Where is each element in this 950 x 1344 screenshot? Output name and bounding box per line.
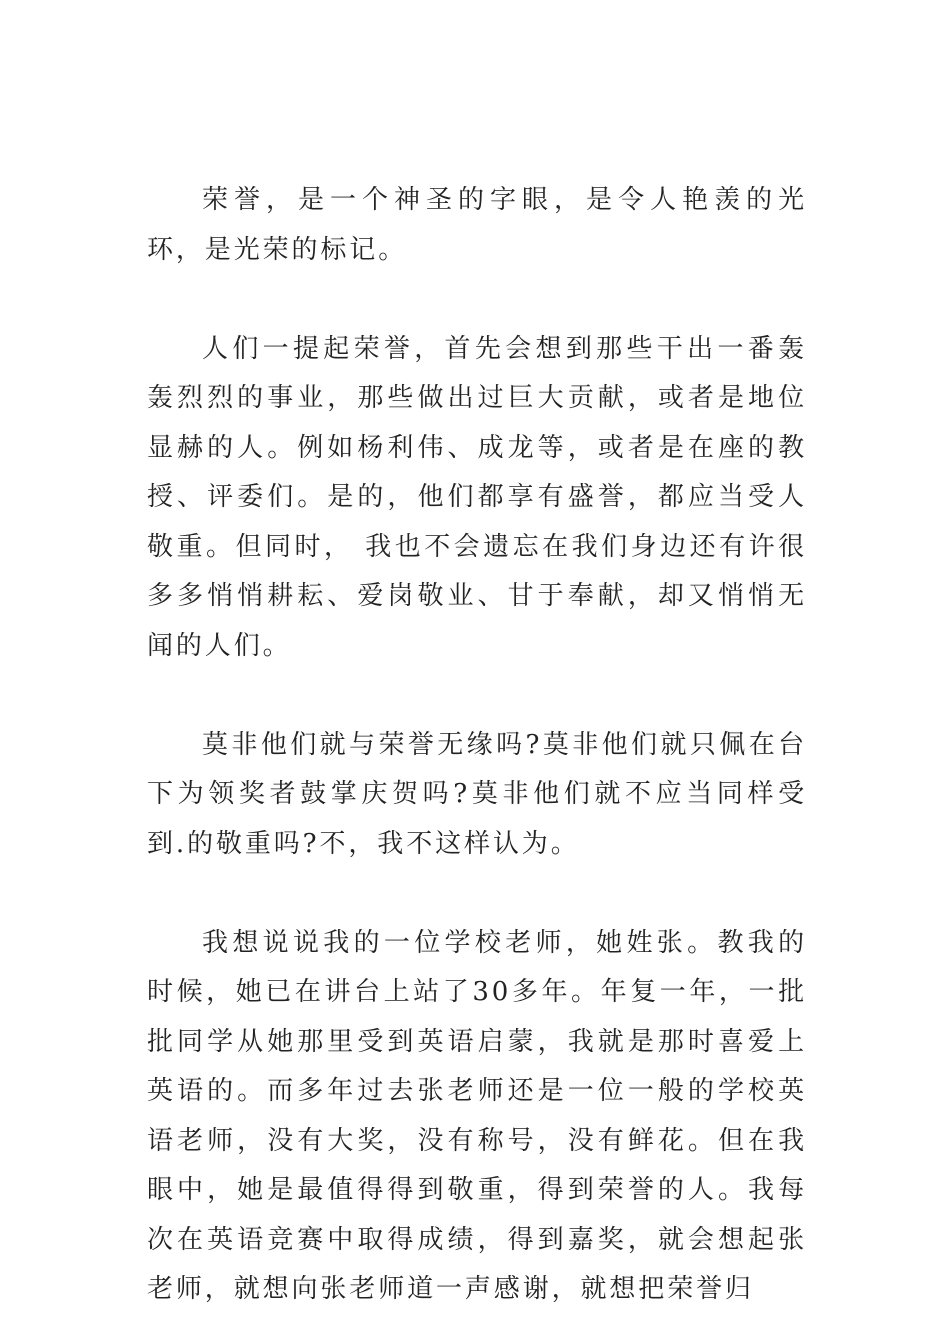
paragraph-2: 人们一提起荣誉，首先会想到那些干出一番轰轰烈烈的事业，那些做出过巨大贡献，或者是地位显赫的人。例如杨利伟、成龙等，或者是在座的教授、评委们。是的，他们都享有盛誉，都应当受人敬重。但同时， 我也不会遗忘在我们身边还有许很多多悄悄耕耘、爱岗敬业、甘于奉献，却又悄悄无闻的人们。 (147, 333, 807, 661)
paragraph-3: 莫非他们就与荣誉无缘吗?莫非他们就只佩在台下为领奖者鼓掌庆贺吗?莫非他们就不应当同样受到.的敬重吗?不，我不这样认为。 (147, 729, 807, 859)
paragraph-4: 我想说说我的一位学校老师，她姓张。教我的时候，她已在讲台上站了30多年。年复一年，一批批同学从她那里受到英语启蒙，我就是那时喜爱上英语的。而多年过去张老师还是一位一般的学校英语老师，没有大奖，没有称号，没有鲜花。但在我眼中，她是最值得得到敬重，得到荣誉的人。我每次在英语竞赛中取得成绩，得到嘉奖，就会想起张老师，就想向张老师道一声感谢，就想把荣誉归 (147, 927, 807, 1304)
paragraph-1: 荣誉，是一个神圣的字眼，是令人艳羡的光环，是光荣的标记。 (147, 185, 807, 265)
document-body (147, 176, 807, 1315)
